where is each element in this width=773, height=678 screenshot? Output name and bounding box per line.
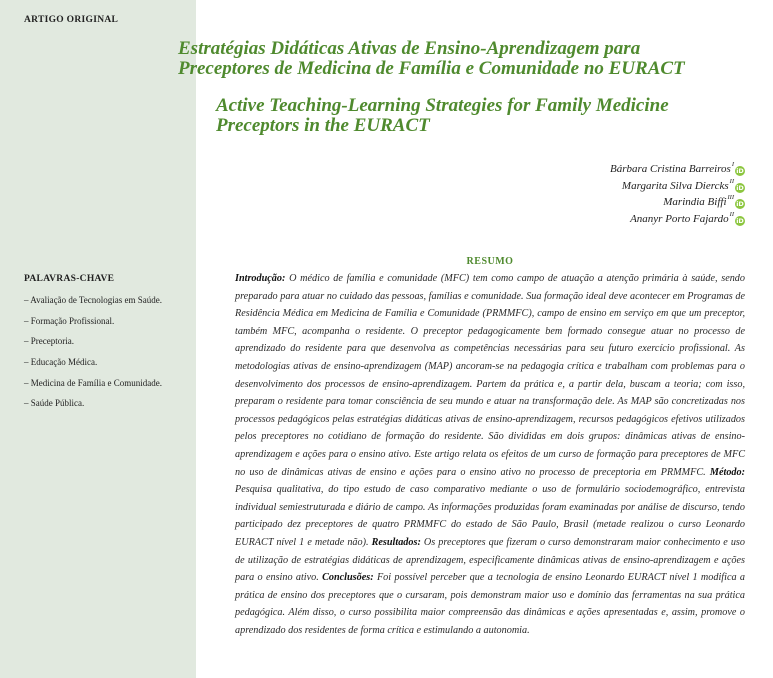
title-pt-line-2: Preceptores de Medicina de Família e Comunidade no EURACT [178,58,685,79]
conclusions-text: Foi possível perceber que a tecnologia de ensino Leonardo EURACT nível 1 modifica a prática de ensino dos preceptores que o cursaram, pois demonstram maior uso e domínio das ferramentas na sua prática pedagógica. Além disso, o curso possibilita maior compreensão das dinâmicas e ações apresentadas e, assim, promove o aprendizado dos residentes de forma crítica e estimulando a autonomia. [235,572,745,636]
results-text: Os preceptores que fizeram o curso demonstraram maior conhecimento e uso de utilização de estratégias didáticas de aprendizagem, especificamente dinâmicas ativas de ensino-aprendizagem e ações para o ensino ativo. [235,536,745,584]
author-affiliation: II [729,177,734,185]
keyword-item: – Medicina de Família e Comunidade. [24,377,162,388]
conclusions-label: Conclusões: [322,572,374,584]
author-affiliation: II [729,210,734,218]
keyword-item: – Preceptoria. [24,336,74,347]
author-affiliation: I [731,161,734,168]
keyword-item: – Avaliação de Tecnologias em Saúde. [24,295,162,305]
article-type-label: ARTIGO ORIGINAL [24,15,119,25]
title-english [216,96,756,136]
author-affiliation: III [727,194,734,201]
author-3 [610,190,745,207]
orcid-icon[interactable]: iD [736,200,744,208]
keyword-item: – Educação Médica. [24,357,98,368]
author-list [610,157,745,223]
intro-label: Introdução: [235,273,286,284]
method-label: Método: [709,466,745,478]
orcid-icon[interactable]: iD [736,183,744,192]
abstract-heading: RESUMO [466,256,514,267]
results-label: Resultados: [371,536,421,548]
method-text: Pesquisa qualitativa, do tipo estudo de caso comparativo mediante o uso de formulário sociodemográfico, entrevista individual semiestruturada e diário de campo. As informações produzidas foram examinadas por análise de discurso, tendo participado dez preceptores de quatro PRMMFC do estado de São Paulo, Brasil (metade realizou o curso Leonardo EURACT nível 1 e metade não). [235,484,745,548]
author-2 [610,174,745,191]
abstract-body [235,270,745,639]
keywords-list [24,293,162,417]
title-portuguese [178,39,758,79]
title-pt-line-1: Estratégias Didáticas Ativas de Ensino-Aprendizagem para [178,38,641,59]
author-name: Marindia Biffi [663,196,727,208]
keywords-heading: PALAVRAS-CHAVE [24,274,115,284]
title-en-line-1: Active Teaching-Learning Strategies for Family Medicine [216,95,669,116]
orcid-icon[interactable]: iD [736,216,744,225]
author-1 [610,157,745,174]
title-en-line-2: Preceptors in the EURACT [216,115,430,136]
orcid-icon[interactable]: iD [736,167,744,175]
author-name: Margarita Silva Diercks [621,179,729,192]
author-name: Ananyr Porto Fajardo [630,212,729,225]
author-4 [610,207,745,224]
keyword-item: – Formação Profissional. [24,315,115,326]
intro-text: O médico de família e comunidade (MFC) tem como campo de atuação a atenção primária à saúde, sendo preparado para atuar no cuidado das pessoas, famílias e comunidade. Sua formação ideal deve acontecer em Programas de Residência Médica em Medicina de Família e Comunidade (PRMMFC), campo de ensino em serviço em que um preceptor, também MFC, acompanha o residente. O preceptor pedagogicamente bem formado consegue atuar no processo de aprendizado do residente para que desenvolva as competências necessárias para seu futuro exercício profissional. As metodologias ativas de ensino-aprendizagem (MAP) ancoram-se na pedagogia crítica e trabalham com problemas para o desenvolvimento dos processos de ensino-aprendizagem. Partem da prática e, a partir dela, buscam a teoria; com isso, preparam o residente para tomar consciência de seu mundo e atuar na transformação dele. As MAP são concretizadas nos processos pedagógicos pelas estratégias didáticas ativas de ensino-aprendizagem, recursos pedagógicos efetivos utilizados pelos preceptores no cotidiano de formação do residente. São divididas em dois grupos: dinâmicas ativas de ensino-aprendizagem e ações para o ensino ativo. Este artigo relata os efeitos de um curso de formação para preceptores de MFC no uso de dinâmicas ativas de ensino e ações para o ensino ativo no processo de preceptoria em PRMMFC. [235,273,745,478]
keyword-item: – Saúde Pública. [24,398,85,409]
author-name: Bárbara Cristina Barreiros [610,163,731,175]
